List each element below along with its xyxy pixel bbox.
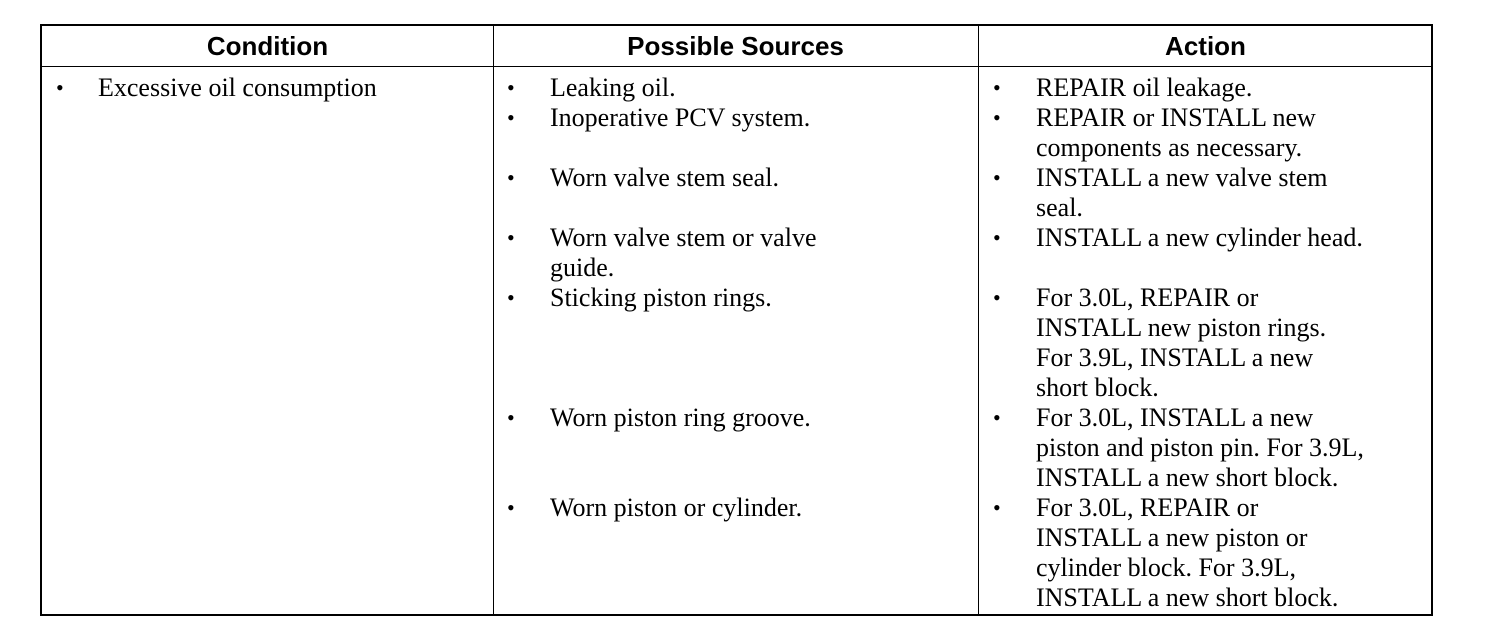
action-bullet: • bbox=[993, 75, 1001, 100]
diagnosis-table bbox=[40, 24, 1433, 616]
header-action: Action bbox=[1165, 31, 1246, 61]
source-item bbox=[550, 73, 676, 103]
action-item-line: REPAIR or INSTALL new bbox=[1036, 103, 1316, 132]
source-bullet: • bbox=[507, 75, 515, 100]
condition-bullet: • bbox=[56, 75, 64, 100]
action-item-line: INSTALL a new short block. bbox=[1036, 463, 1339, 492]
source-item-line: guide. bbox=[550, 253, 615, 282]
action-item-line: seal. bbox=[1036, 193, 1083, 222]
source-bullet: • bbox=[507, 105, 515, 130]
action-item bbox=[1036, 403, 1364, 493]
source-item bbox=[550, 493, 802, 523]
action-bullet: • bbox=[993, 405, 1001, 430]
action-item-line: cylinder block. For 3.9L, bbox=[1036, 553, 1296, 582]
action-item-line: For 3.9L, INSTALL a new bbox=[1036, 343, 1314, 372]
action-bullet: • bbox=[993, 105, 1001, 130]
action-item-line: INSTALL a new valve stem bbox=[1036, 163, 1328, 192]
source-item-line: Inoperative PCV system. bbox=[550, 103, 811, 132]
header-possible-sources: Possible Sources bbox=[627, 31, 844, 61]
action-item-line: For 3.0L, INSTALL a new bbox=[1036, 403, 1314, 432]
header-divider bbox=[42, 66, 1431, 67]
action-item-line: INSTALL a new short block. bbox=[1036, 583, 1339, 612]
source-bullet: • bbox=[507, 285, 515, 310]
header-condition: Condition bbox=[206, 31, 329, 61]
action-item-line: REPAIR oil leakage. bbox=[1036, 73, 1253, 102]
source-item bbox=[550, 103, 810, 133]
source-bullet: • bbox=[507, 405, 515, 430]
source-bullet: • bbox=[507, 165, 515, 190]
action-item bbox=[1036, 283, 1326, 403]
action-item-line: short block. bbox=[1036, 373, 1159, 402]
source-item bbox=[550, 223, 817, 283]
source-item-line: Worn piston or cylinder. bbox=[550, 493, 803, 522]
source-item bbox=[550, 283, 772, 313]
source-bullet: • bbox=[507, 495, 515, 520]
source-item-line: Worn piston ring groove. bbox=[550, 403, 811, 432]
action-item-line: For 3.0L, REPAIR or bbox=[1036, 493, 1259, 522]
action-item-line: INSTALL a new piston or bbox=[1036, 523, 1308, 552]
source-item bbox=[550, 163, 779, 193]
source-item-line: Leaking oil. bbox=[550, 73, 676, 102]
condition-text: Excessive oil consumption bbox=[98, 73, 377, 102]
action-bullet: • bbox=[993, 285, 1001, 310]
action-item-line: INSTALL a new cylinder head. bbox=[1036, 223, 1363, 252]
source-bullet: • bbox=[507, 225, 515, 250]
action-item bbox=[1036, 163, 1328, 223]
action-item bbox=[1036, 223, 1363, 253]
column-divider-1 bbox=[493, 26, 494, 614]
action-item-line: For 3.0L, REPAIR or bbox=[1036, 283, 1259, 312]
source-item-line: Worn valve stem or valve bbox=[550, 223, 817, 252]
column-divider-2 bbox=[978, 26, 979, 614]
action-item bbox=[1036, 103, 1316, 163]
action-bullet: • bbox=[993, 225, 1001, 250]
source-item-line: Sticking piston rings. bbox=[550, 283, 772, 312]
action-bullet: • bbox=[993, 165, 1001, 190]
action-item-line: components as necessary. bbox=[1036, 133, 1303, 162]
source-item-line: Worn valve stem seal. bbox=[550, 163, 779, 192]
action-item bbox=[1036, 73, 1252, 103]
action-item-line: piston and piston pin. For 3.9L, bbox=[1036, 433, 1364, 462]
action-item-line: INSTALL new piston rings. bbox=[1036, 313, 1327, 342]
action-bullet: • bbox=[993, 495, 1001, 520]
action-item bbox=[1036, 493, 1338, 613]
source-item bbox=[550, 403, 811, 433]
